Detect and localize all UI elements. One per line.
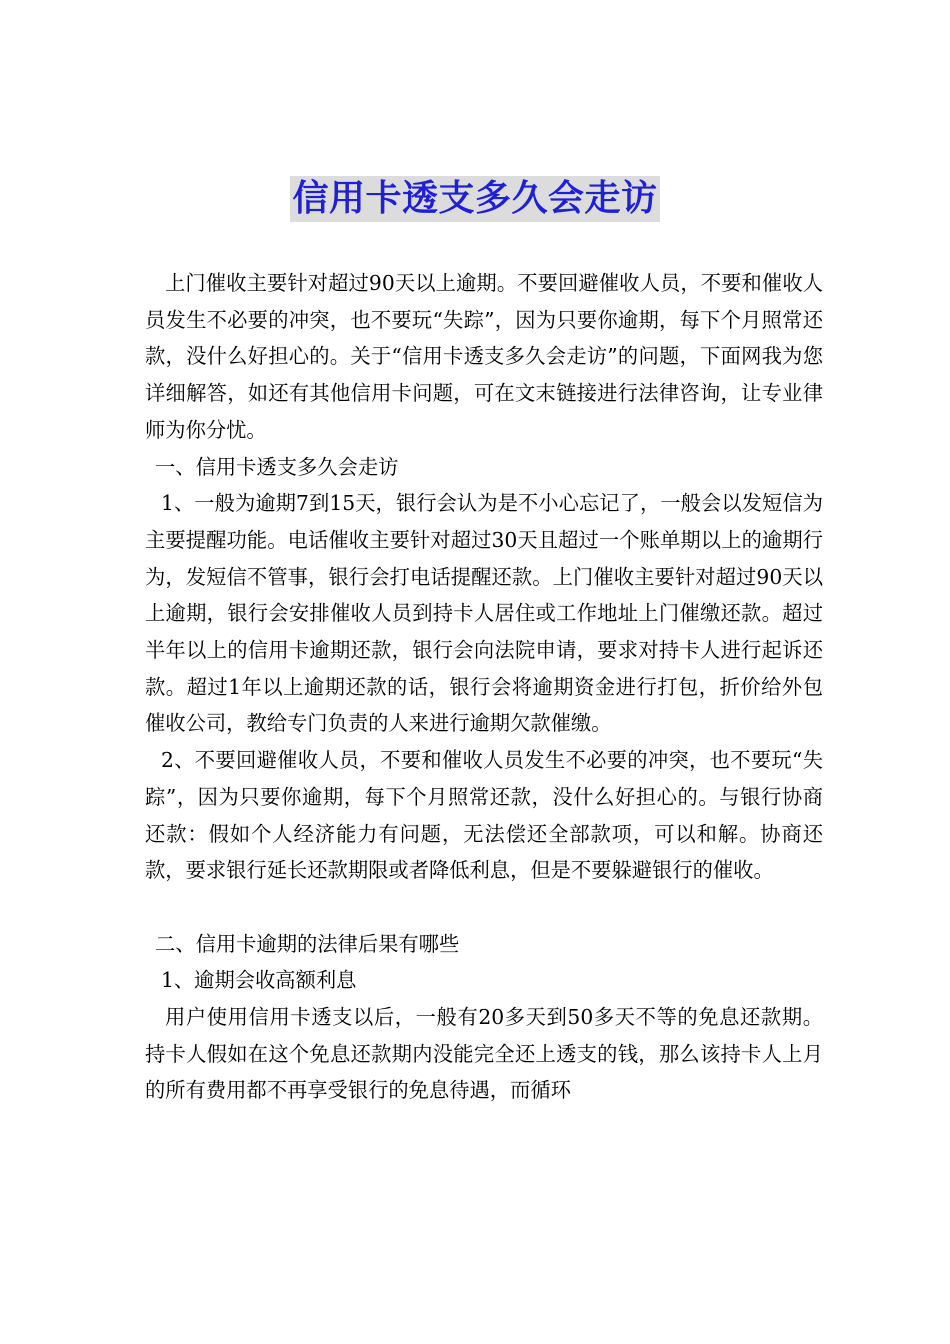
section-2-subheading-1: 1、逾期会收高额利息 [161,968,357,993]
section-2-paragraph-1: 用户使用信用卡透支以后，一般有20多天到50多天不等的免息还款期。持卡人假如在这个免息还款期内没能完全还上透支的钱，那么该持卡人上月的所有费用都不再享受银行的免息待遇，而循环 [145,1005,823,1103]
paragraph-spacer [145,889,823,926]
document-title: 信用卡透支多久会走访 [290,176,659,222]
intro-paragraph: 上门催收主要针对超过90天以上逾期。不要回避催收人员，不要和催收人员发生不必要的冲突，也不要玩“失踪”，因为只要你逾期，每下个月照常还款，没什么好担心的。关于“信用卡透支多久会走访”的问题，下面网我为您详细解答，如还有其他信用卡问题，可在文末链接进行法律咨询，让专业律师为你分忧。 [145,271,823,442]
document-body [145,265,823,1109]
title-container [0,176,950,222]
section-heading-2: 二、信用卡逾期的法律后果有哪些 [155,931,460,956]
section-1-item-1: 1、一般为逾期7到15天，银行会认为是不小心忘记了，一般会以发短信为主要提醒功能。电话催收主要针对超过30天且超过一个账单期以上的逾期行为，发短信不管事，银行会打电话提醒还款。上门催收主要针对超过90天以上逾期，银行会安排催收人员到持卡人居住或工作地址上门催缴还款。超过半年以上的信用卡逾期还款，银行会向法院申请，要求对持卡人进行起诉还款。超过1年以上逾期还款的话，银行会将逾期资金进行打包，折价给外包催收公司，教给专门负责的人来进行逾期欠款催缴。 [145,491,823,736]
section-1-item-2: 2、不要回避催收人员，不要和催收人员发生不必要的冲突，也不要玩“失踪”，因为只要你逾期，每下个月照常还款，没什么好担心的。与银行协商还款：假如个人经济能力有问题，无法偿还全部款项，可以和解。协商还款，要求银行延长还款期限或者降低利息，但是不要躲避银行的催收。 [145,748,823,883]
section-heading-1: 一、信用卡透支多久会走访 [155,454,399,479]
